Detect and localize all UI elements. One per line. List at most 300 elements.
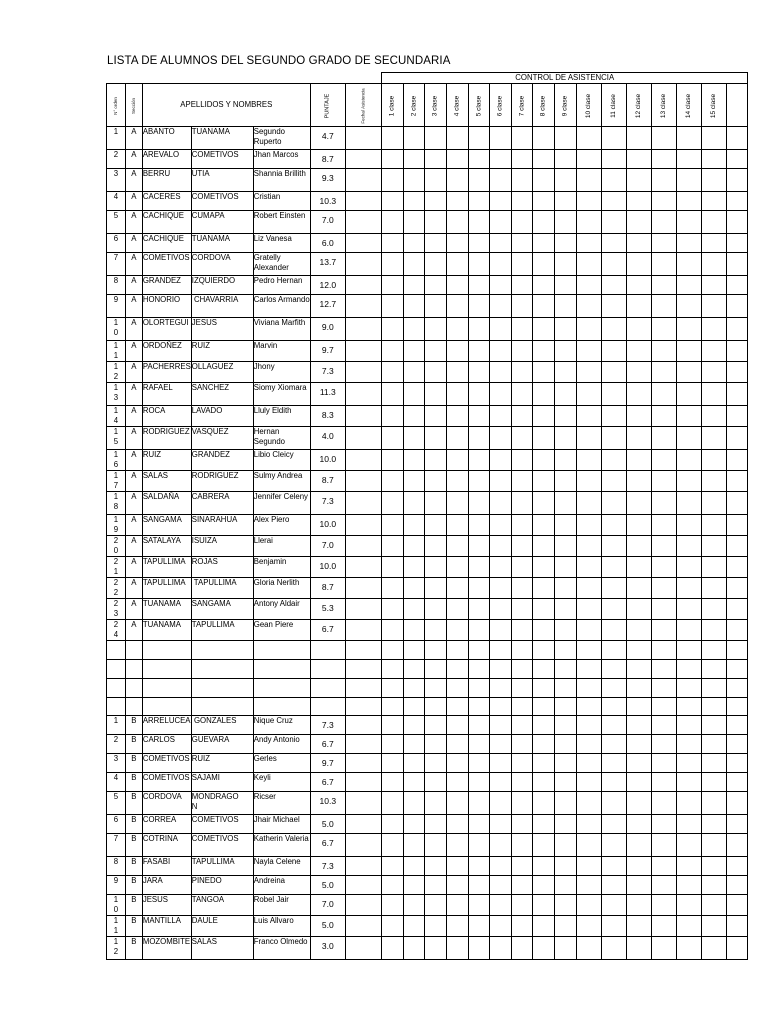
attendance-cell [533,754,555,773]
header-clase [490,84,512,127]
attendance-cell [446,127,468,150]
apellido-paterno: CACHIQUE [142,234,191,253]
blank-cell [702,679,727,698]
student-row [107,234,748,253]
student-row [107,253,748,276]
puntaje-cell [310,318,345,341]
header-puntaje-label: PUNTAJE [324,93,331,118]
apellido-materno: CHAVARRIA [191,295,253,318]
nombres: Andreina [253,876,310,895]
blank-cell [107,660,126,679]
row-number: 2 2 [107,578,126,599]
nombres: Benjamin [253,557,310,578]
attendance-cell [403,578,425,599]
attendance-cell [626,578,651,599]
attendance-cell [554,427,576,450]
attendance-cell [576,406,601,427]
row-number: 1 2 [107,362,126,383]
attendance-cell [702,716,727,735]
fecha-cell [345,754,381,773]
puntaje-cell [310,234,345,253]
puntaje-value: 5.3 [321,603,334,613]
attendance-cell [533,620,555,641]
apellido-paterno: OLORTEGUI [142,318,191,341]
attendance-cell [425,427,447,450]
nombres: Alex Piero [253,515,310,536]
blank-cell [511,679,533,698]
attendance-cell [382,169,404,192]
attendance-cell [576,211,601,234]
attendance-cell [468,620,490,641]
attendance-cell [601,295,626,318]
apellido-paterno: SANGAMA [142,515,191,536]
attendance-cell [554,169,576,192]
blank-cell [601,679,626,698]
apellido-materno: DAULE [191,916,253,937]
nombres: Jennifer Celeny [253,492,310,515]
blank-cell [191,660,253,679]
attendance-cell [425,234,447,253]
attendance-cell [490,815,512,834]
attendance-cell [554,857,576,876]
puntaje-value: 11.3 [319,387,336,397]
blank-cell [403,660,425,679]
apellido-paterno: ARRELUCEA [142,716,191,735]
attendance-cell [727,578,748,599]
attendance-cell [727,857,748,876]
header-clase [626,84,651,127]
apellido-paterno: CACERES [142,192,191,211]
attendance-cell [651,895,676,916]
attendance-cell [533,471,555,492]
header-row-control [107,73,748,84]
attendance-cell [676,536,701,557]
attendance-cell [468,127,490,150]
attendance-cell [490,406,512,427]
attendance-cell [626,192,651,211]
attendance-cell [511,834,533,857]
attendance-cell [403,450,425,471]
attendance-cell [382,450,404,471]
attendance-cell [702,578,727,599]
attendance-cell [727,557,748,578]
attendance-cell [511,876,533,895]
fecha-cell [345,362,381,383]
attendance-cell [601,253,626,276]
attendance-cell [403,383,425,406]
attendance-cell [626,857,651,876]
attendance-cell [676,876,701,895]
student-row [107,150,748,169]
row-section: A [125,234,142,253]
apellido-materno: CORDOVA [191,253,253,276]
attendance-cell [651,406,676,427]
attendance-cell [576,192,601,211]
puntaje-value: 9.7 [321,345,334,355]
fecha-cell [345,295,381,318]
attendance-cell [403,127,425,150]
attendance-cell [727,295,748,318]
apellido-materno: CABRERA [191,492,253,515]
blank-cell [125,698,142,716]
attendance-cell [651,427,676,450]
attendance-cell [651,857,676,876]
attendance-cell [403,536,425,557]
attendance-cell [626,792,651,815]
fecha-cell [345,834,381,857]
puntaje-value: 7.3 [321,720,334,730]
attendance-cell [554,716,576,735]
attendance-cell [554,211,576,234]
attendance-cell [554,754,576,773]
apellido-paterno: RODRIGUEZ [142,427,191,450]
attendance-cell [468,792,490,815]
attendance-cell [425,450,447,471]
attendance-cell [403,773,425,792]
blank-cell [702,698,727,716]
attendance-cell [490,471,512,492]
row-number: 1 7 [107,471,126,492]
nombres: Gloria Nerlith [253,578,310,599]
puntaje-cell [310,450,345,471]
fecha-cell [345,192,381,211]
blank-cell [490,679,512,698]
student-row [107,773,748,792]
apellido-paterno: AREVALO [142,150,191,169]
attendance-cell [403,492,425,515]
blank-row [107,660,748,679]
header-clase-label: 1 clase [388,95,396,116]
page-title: LISTA DE ALUMNOS DEL SEGUNDO GRADO DE SECUNDARIA [107,55,451,67]
blank-cell [651,641,676,660]
blank-cell [403,698,425,716]
fecha-cell [345,895,381,916]
row-section: A [125,276,142,295]
blank-cell [425,660,447,679]
blank-cell [425,698,447,716]
attendance-cell [403,916,425,937]
apellido-paterno: ABANTO [142,127,191,150]
attendance-cell [468,295,490,318]
attendance-cell [446,515,468,536]
attendance-cell [626,318,651,341]
puntaje-cell [310,169,345,192]
attendance-cell [601,557,626,578]
row-number: 1 8 [107,492,126,515]
attendance-cell [533,815,555,834]
blank-cell [253,679,310,698]
attendance-cell [403,150,425,169]
attendance-cell [511,169,533,192]
puntaje-cell [310,620,345,641]
attendance-cell [403,362,425,383]
fecha-cell [345,937,381,960]
attendance-cell [727,406,748,427]
attendance-cell [403,341,425,362]
attendance-cell [468,471,490,492]
attendance-cell [511,492,533,515]
attendance-cell [490,276,512,295]
attendance-cell [446,492,468,515]
attendance-cell [468,876,490,895]
attendance-cell [676,773,701,792]
blank-cell [727,698,748,716]
attendance-cell [626,234,651,253]
attendance-cell [601,276,626,295]
attendance-cell [676,450,701,471]
attendance-cell [601,127,626,150]
attendance-cell [382,536,404,557]
attendance-cell [651,127,676,150]
attendance-cell [702,834,727,857]
blank-cell [345,660,381,679]
attendance-cell [554,599,576,620]
attendance-cell [468,557,490,578]
puntaje-cell [310,383,345,406]
puntaje-cell [310,876,345,895]
attendance-cell [468,916,490,937]
attendance-cell [425,815,447,834]
blank-cell [107,698,126,716]
blank-cell [345,679,381,698]
attendance-cell [676,937,701,960]
attendance-cell [403,937,425,960]
row-section: B [125,754,142,773]
blank-cell [490,698,512,716]
nombres: Liz Vanesa [253,234,310,253]
attendance-cell [576,876,601,895]
attendance-cell [446,937,468,960]
attendance-cell [554,773,576,792]
puntaje-value: 6.7 [321,777,334,787]
attendance-cell [446,450,468,471]
attendance-cell [702,362,727,383]
fecha-cell [345,276,381,295]
row-section: A [125,406,142,427]
apellido-paterno: JARA [142,876,191,895]
attendance-cell [702,916,727,937]
nombres: Lluly Eldith [253,406,310,427]
row-number: 1 [107,716,126,735]
attendance-cell [468,150,490,169]
attendance-cell [490,450,512,471]
attendance-cell [601,211,626,234]
attendance-cell [382,792,404,815]
attendance-cell [446,557,468,578]
attendance-cell [702,318,727,341]
puntaje-value: 4.7 [321,131,334,141]
fecha-cell [345,735,381,754]
blank-cell [425,679,447,698]
attendance-cell [554,150,576,169]
attendance-cell [727,937,748,960]
header-apellidos-nombres: APELLIDOS Y NOMBRES [142,84,310,127]
attendance-cell [403,815,425,834]
blank-cell [601,641,626,660]
attendance-cell [727,620,748,641]
apellido-materno: TAPULLIMA [191,620,253,641]
attendance-cell [468,318,490,341]
attendance-cell [601,578,626,599]
blank-cell [676,698,701,716]
header-clase-label: 9 clase [561,95,569,116]
attendance-cell [676,253,701,276]
attendance-cell [554,916,576,937]
student-row [107,362,748,383]
attendance-cell [727,253,748,276]
attendance-cell [651,916,676,937]
attendance-cell [702,471,727,492]
attendance-cell [576,150,601,169]
attendance-cell [446,169,468,192]
row-number: 1 1 [107,341,126,362]
attendance-cell [601,815,626,834]
attendance-cell [651,716,676,735]
blank-cell [533,660,555,679]
row-section: A [125,427,142,450]
student-row [107,815,748,834]
apellido-paterno: MANTILLA [142,916,191,937]
fecha-cell [345,536,381,557]
attendance-cell [490,150,512,169]
attendance-cell [676,295,701,318]
attendance-cell [676,620,701,641]
attendance-cell [533,192,555,211]
attendance-cell [468,834,490,857]
attendance-cell [676,127,701,150]
attendance-cell [576,450,601,471]
attendance-cell [651,362,676,383]
puntaje-cell [310,754,345,773]
row-section: A [125,318,142,341]
header-clase-label: 15 clase [710,93,718,118]
student-row [107,492,748,515]
attendance-cell [533,895,555,916]
row-section: A [125,471,142,492]
attendance-cell [403,192,425,211]
attendance-cell [626,754,651,773]
attendance-cell [468,169,490,192]
puntaje-cell [310,471,345,492]
puntaje-value: 9.0 [321,322,334,332]
attendance-cell [601,318,626,341]
attendance-cell [511,815,533,834]
attendance-cell [727,362,748,383]
row-number: 8 [107,857,126,876]
attendance-cell [702,876,727,895]
apellido-materno: LAVADO [191,406,253,427]
attendance-cell [533,834,555,857]
attendance-cell [382,857,404,876]
attendance-cell [576,318,601,341]
blank-cell [626,660,651,679]
puntaje-cell [310,492,345,515]
attendance-cell [727,150,748,169]
attendance-cell [468,857,490,876]
attendance-cell [576,127,601,150]
attendance-cell [468,578,490,599]
attendance-cell [626,127,651,150]
puntaje-cell [310,578,345,599]
attendance-cell [382,427,404,450]
fecha-cell [345,492,381,515]
header-clase [554,84,576,127]
attendance-cell [576,916,601,937]
row-section: A [125,341,142,362]
attendance-cell [601,857,626,876]
row-number: 6 [107,234,126,253]
blank-cell [310,660,345,679]
apellido-paterno: ROCA [142,406,191,427]
puntaje-value: 7.0 [321,899,334,909]
attendance-cell [446,253,468,276]
attendance-cell [533,557,555,578]
attendance-cell [727,450,748,471]
attendance-cell [626,383,651,406]
blank-cell [253,660,310,679]
attendance-cell [425,383,447,406]
nombres: Libio Cleicy [253,450,310,471]
nombres: Carlos Armando [253,295,310,318]
attendance-cell [468,383,490,406]
attendance-cell [702,857,727,876]
attendance-cell [554,276,576,295]
fecha-cell [345,150,381,169]
blank-cell [511,660,533,679]
header-clase-label: 13 clase [659,93,667,118]
blank-cell [345,641,381,660]
row-number: 4 [107,192,126,211]
blank-cell [446,679,468,698]
attendance-cell [403,471,425,492]
attendance-cell [626,276,651,295]
puntaje-value: 8.7 [321,582,334,592]
fecha-cell [345,716,381,735]
attendance-cell [382,557,404,578]
blank-cell [446,660,468,679]
student-row [107,427,748,450]
puntaje-cell [310,857,345,876]
attendance-cell [533,450,555,471]
blank-row [107,698,748,716]
puntaje-value: 10.3 [319,196,337,206]
attendance-cell [702,773,727,792]
attendance-cell [511,937,533,960]
fecha-cell [345,916,381,937]
attendance-cell [702,295,727,318]
header-clase-label: 3 clase [431,95,439,116]
row-number: 3 [107,754,126,773]
student-row [107,341,748,362]
attendance-cell [382,620,404,641]
student-row [107,295,748,318]
puntaje-value: 7.0 [321,215,334,225]
student-row [107,557,748,578]
row-section: A [125,169,142,192]
student-row [107,450,748,471]
attendance-cell [403,234,425,253]
attendance-cell [468,192,490,211]
attendance-cell [554,383,576,406]
fecha-cell [345,792,381,815]
attendance-cell [490,318,512,341]
apellido-paterno: CACHIQUE [142,211,191,234]
attendance-cell [676,916,701,937]
attendance-cell [425,620,447,641]
attendance-cell [727,318,748,341]
attendance-cell [702,557,727,578]
header-clase-label: 10 clase [584,93,592,118]
